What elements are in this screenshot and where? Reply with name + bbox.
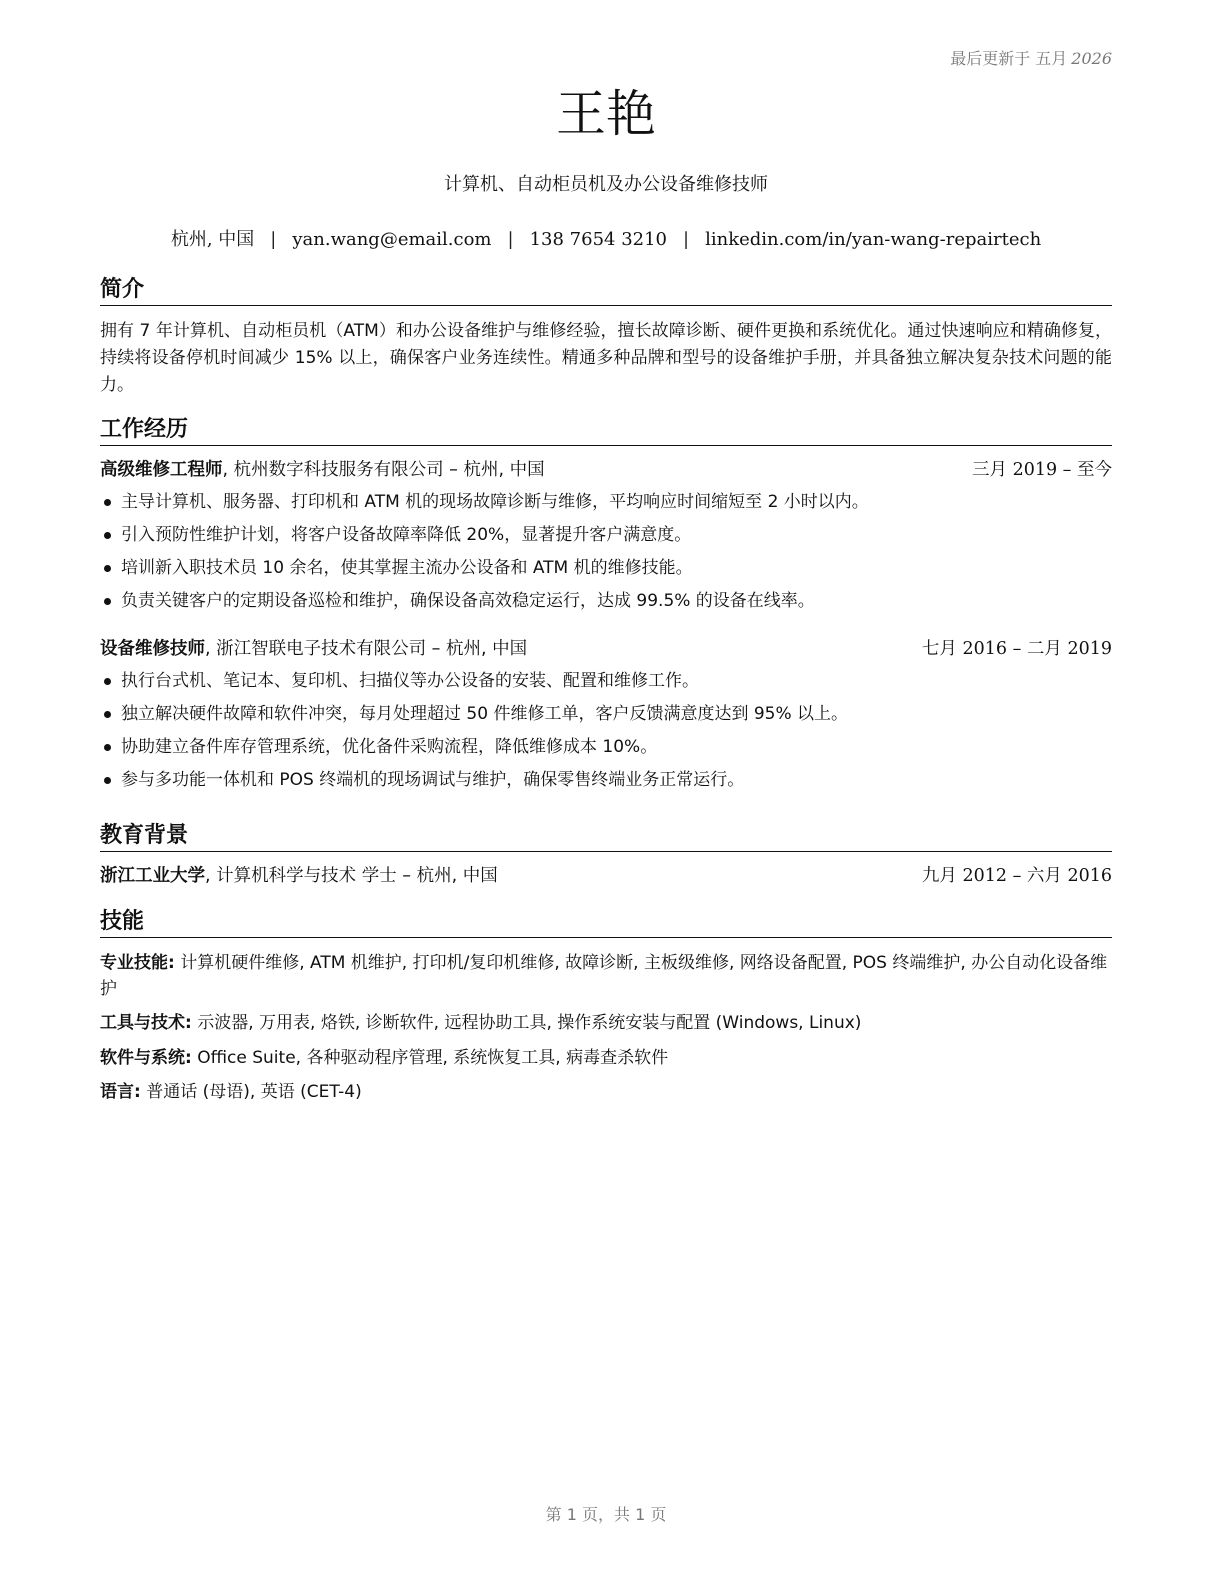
contact-line [100, 225, 1112, 251]
skill-line [100, 1045, 1112, 1071]
job-date: 七月 2016 – 二月 2019 [921, 638, 1112, 659]
job-bullet: 培训新入职技术员 10 余名，使其掌握主流办公设备和 ATM 机的维修技能。 [100, 552, 1112, 585]
job-title-line [100, 458, 545, 483]
job-role: 高级维修工程师 [100, 459, 223, 480]
job-bullet: 独立解决硬件故障和软件冲突，每月处理超过 50 件维修工单，客户反馈满意度达到 95% 以上。 [100, 698, 1112, 731]
skill-label: 专业技能: [100, 952, 175, 973]
skill-value: 普通话 (母语), 英语 (CET-4) [140, 1081, 362, 1102]
skill-value: 计算机硬件维修, ATM 机维护, 打印机/复印机维修, 故障诊断, 主板级维修, 网络设备配置, POS 终端维护, 办公自动化设备维护 [100, 952, 1108, 999]
candidate-headline: 计算机、自动柜员机及办公设备维修技师 [444, 174, 768, 195]
skill-label: 工具与技术: [100, 1013, 192, 1034]
job-bullet: 协助建立备件库存管理系统，优化备件采购流程，降低维修成本 10%。 [100, 731, 1112, 764]
education-school: 浙江工业大学 [100, 865, 205, 886]
job-bullet: 负责关键客户的定期设备巡检和维护，确保设备高效稳定运行，达成 99.5% 的设备在线率。 [100, 585, 1112, 618]
page-number: 第 1 页，共 1 页 [545, 1505, 667, 1524]
contact-linkedin-link[interactable]: linkedin.com/in/yan-wang-repairtech [705, 229, 1042, 250]
job-date: 三月 2019 – 至今 [972, 459, 1112, 480]
job-role: 设备维修技师 [100, 638, 205, 659]
skill-line [100, 1010, 1112, 1036]
contact-separator: | [507, 229, 514, 250]
skill-line [100, 950, 1112, 1003]
candidate-name: 王艳 [556, 85, 656, 143]
job-org: , 杭州数字科技服务有限公司 – 杭州, 中国 [222, 459, 545, 480]
job-header [100, 458, 1112, 483]
contact-location: 杭州, 中国 [170, 229, 255, 250]
job-bullet: 引入预防性维护计划，将客户设备故障率降低 20%，显著提升客户满意度。 [100, 519, 1112, 552]
skill-line [100, 1079, 1112, 1105]
skill-label: 语言: [100, 1081, 141, 1102]
education-date: 九月 2012 – 六月 2016 [921, 865, 1112, 886]
skills-section [100, 908, 1112, 1113]
last-updated-year: 2026 [1071, 49, 1112, 68]
education-section [100, 822, 1112, 888]
summary-heading: 简介 [100, 276, 1112, 306]
job-entry [100, 458, 1112, 619]
education-entry [100, 864, 1112, 889]
job-title-line [100, 637, 527, 662]
contact-separator: | [270, 229, 277, 250]
job-bullet: 执行台式机、笔记本、复印机、扫描仪等办公设备的安装、配置和维修工作。 [100, 665, 1112, 698]
experience-section [100, 416, 1112, 816]
job-header [100, 637, 1112, 662]
summary-text: 拥有 7 年计算机、自动柜员机（ATM）和办公设备维护与维修经验，擅长故障诊断、硬件更换和系统优化。通过快速响应和精确修复，持续将设备停机时间减少 15% 以上，确保客户业务连续性。精通多种品牌和型号的设备维护手册，并具备独立解决复杂技术问题的能力。 [100, 320, 1112, 395]
skill-value: Office Suite, 各种驱动程序管理, 系统恢复工具, 病毒查杀软件 [191, 1047, 669, 1068]
job-bullet: 主导计算机、服务器、打印机和 ATM 机的现场故障诊断与维修，平均响应时间缩短至 2 小时以内。 [100, 486, 1112, 519]
job-org: , 浙江智联电子技术有限公司 – 杭州, 中国 [205, 638, 528, 659]
job-bullets [100, 486, 1112, 619]
job-bullets [100, 665, 1112, 798]
summary-section [100, 276, 1112, 399]
skill-label: 软件与系统: [100, 1047, 192, 1068]
skill-value: 示波器, 万用表, 烙铁, 诊断软件, 远程协助工具, 操作系统安装与配置 (Windows, Linux) [191, 1013, 862, 1034]
last-updated [950, 46, 1112, 69]
education-title-line [100, 864, 498, 889]
experience-heading: 工作经历 [100, 416, 1112, 446]
last-updated-label: 最后更新于 五月 [950, 49, 1068, 68]
job-bullet: 参与多功能一体机和 POS 终端机的现场调试与维护，确保零售终端业务正常运行。 [100, 764, 1112, 797]
contact-phone: 138 7654 3210 [529, 229, 668, 250]
contact-separator: | [683, 229, 690, 250]
skills-heading: 技能 [100, 908, 1112, 938]
education-detail: , 计算机科学与技术 学士 – 杭州, 中国 [205, 865, 498, 886]
education-heading: 教育背景 [100, 822, 1112, 852]
resume-page [100, 0, 1112, 1584]
contact-email-link[interactable]: yan.wang@email.com [292, 229, 492, 250]
job-entry [100, 637, 1112, 798]
